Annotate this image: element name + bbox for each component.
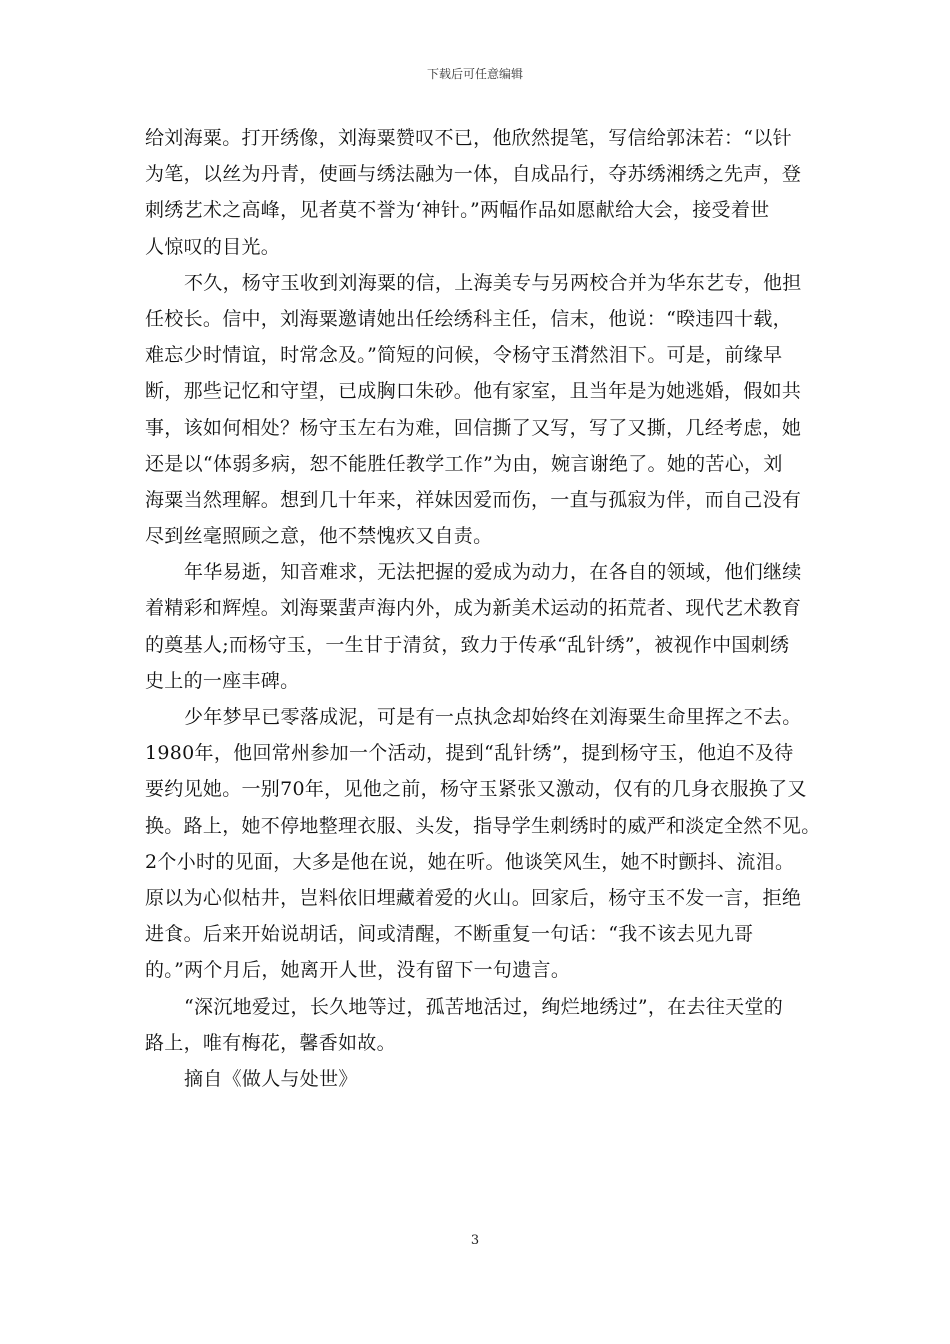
- text-line: 原以为心似枯井，岂料依旧埋藏着爱的火山。回家后，杨守玉不发一言，拒绝: [145, 886, 802, 909]
- paragraph-first-line: 不久，杨守玉收到刘海粟的信，上海美专与另两校合并为华东艺专，他担: [184, 271, 802, 294]
- text-line: 刺绣艺术之高峰，见者莫不誉为‘神针。”两幅作品如愿献给大会，接受着世: [145, 199, 770, 222]
- text-line: 进食。后来开始说胡话，间或清醒，不断重复一句话：“我不该去见九哥: [145, 923, 754, 946]
- text-line: 的奠基人;而杨守玉，一生甘于清贫，致力于传承“乱针绣”，被视作中国刺绣: [145, 633, 790, 656]
- page-header: 下载后可任意编辑: [426, 67, 523, 81]
- text-line: 尽到丝毫照顾之意，他不禁愧疚又自责。: [145, 525, 493, 548]
- text-line: 路上，唯有梅花，馨香如故。: [145, 1031, 396, 1054]
- text-line: 事，该如何相处？杨守玉左右为难，回信撕了又写，写了又撕，几经考虑，她: [145, 416, 802, 439]
- text-line: 史上的一座丰碑。: [145, 669, 300, 692]
- paragraph-first-line: 少年梦早已零落成泥，可是有一点执念却始终在刘海粟生命里挥之不去。: [184, 706, 802, 728]
- text-line: 着精彩和辉煌。刘海粟蜚声海内外，成为新美术运动的拓荒者、现代艺术教育: [145, 597, 802, 620]
- text-line: 还是以“体弱多病，恕不能胜任教学工作”为由，婉言谢绝了。她的苦心，刘: [145, 452, 783, 475]
- paragraph-first-line: “深沉地爱过，长久地等过，孤苦地活过，绚烂地绣过”，在去往天堂的: [184, 995, 784, 1018]
- paragraph-first-line: 年华易逝，知音难求，无法把握的爱成为动力，在各自的领域，他们继续: [184, 561, 802, 584]
- text-line: 为笔，以丝为丹青，使画与绣法融为一体，自成品行，夺苏绣湘绣之先声，登: [145, 163, 802, 186]
- text-line: 2个小时的见面，大多是他在说，她在听。他谈笑风生，她不时颤抖、流泪。: [145, 850, 795, 873]
- text-line: 的。”两个月后，她离开人世，没有留下一句遗言。: [145, 959, 571, 982]
- text-line: 给刘海粟。打开绣像，刘海粟赞叹不已，他欣然提笔，写信给郭沫若：“以针: [145, 127, 792, 149]
- text-line: 难忘少时情谊，时常念及。”简短的问候，令杨守玉潸然泪下。可是，前缘早: [145, 344, 783, 367]
- text-line: 任校长。信中，刘海粟邀请她出任绘绣科主任，信末，他说：“暌违四十载，: [145, 307, 792, 330]
- page-number: 3: [470, 1233, 480, 1248]
- text-line: 海粟当然理解。想到几十年来，祥妹因爱而伤，一直与孤寂为伴，而自己没有: [145, 488, 802, 511]
- text-line: 换。路上，她不停地整理衣服、头发，指导学生刺绣时的威严和淡定全然不见。: [145, 814, 821, 837]
- text-line: 要约见她。一别70年，见他之前，杨守玉紧张又激动，仅有的几身衣服换了又: [145, 778, 807, 801]
- source-attribution: 摘自《做人与处世》: [184, 1067, 358, 1090]
- text-line: 断，那些记忆和守望，已成胸口朱砂。他有家室，且当年是为她逃婚，假如共: [145, 380, 802, 403]
- article-body: [145, 120, 821, 1097]
- text-line: 1980年，他回常州参加一个活动，提到“乱针绣”，提到杨守玉，他迫不及待: [145, 742, 794, 765]
- text-line: 人惊叹的目光。: [145, 235, 281, 258]
